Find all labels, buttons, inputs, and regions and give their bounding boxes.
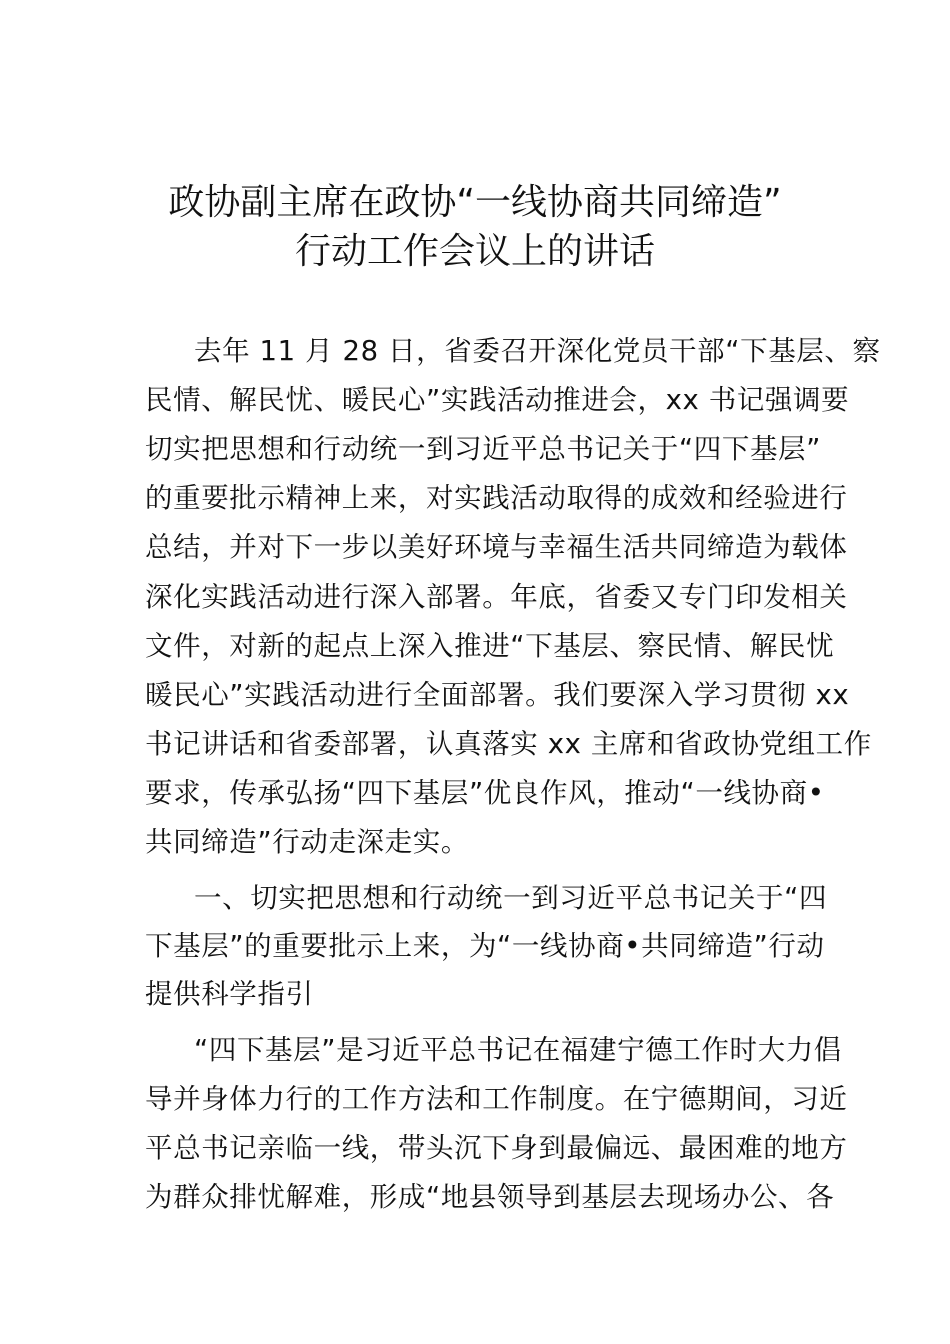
paragraph-1-line-3: 切实把思想和行动统一到习近平总书记关于“四下基层” — [145, 433, 821, 465]
paragraph-1-line-11: 共同缔造”行动走深走实。 — [145, 826, 469, 858]
paragraph-1-line-1: 去年 11 月 28 日，省委召开深化党员干部“下基层、察 — [194, 335, 881, 367]
paragraph-1-line-6: 深化实践活动进行深入部署。年底，省委又专门印发相关 — [145, 581, 848, 613]
document-title-line-2: 行动工作会议上的讲话 — [294, 231, 655, 272]
paragraph-2-line-4: 为群众排忧解难，形成“地县领导到基层去现场办公、各 — [145, 1181, 835, 1213]
document-title-line-1: 政协副主席在政协“一线协商共同缔造” — [168, 182, 782, 223]
paragraph-1-line-2: 民情、解民忧、暖民心”实践活动推进会，xx 书记强调要 — [145, 384, 850, 416]
paragraph-2-line-2: 导并身体力行的工作方法和工作制度。在宁德期间，习近 — [145, 1083, 848, 1115]
paragraph-2-line-3: 平总书记亲临一线，带头沉下身到最偏远、最困难的地方 — [145, 1132, 848, 1164]
paragraph-1-line-7: 文件，对新的起点上深入推进“下基层、察民情、解民忧 — [145, 630, 835, 662]
section-heading-1-line-3: 提供科学指引 — [145, 978, 314, 1010]
paragraph-1-line-9: 书记讲话和省委部署，认真落实 xx 主席和省政协党组工作 — [145, 728, 872, 760]
section-heading-1-line-2: 下基层”的重要批示上来，为“一线协商•共同缔造”行动 — [145, 930, 825, 962]
paragraph-1-line-8: 暖民心”实践活动进行全面部署。我们要深入学习贯彻 xx — [145, 679, 850, 711]
paragraph-2-line-1: “四下基层”是习近平总书记在福建宁德工作时大力倡 — [194, 1034, 842, 1066]
paragraph-1-line-10: 要求，传承弘扬“四下基层”优良作风，推动“一线协商• — [145, 777, 825, 809]
section-heading-1-line-1: 一、切实把思想和行动统一到习近平总书记关于“四 — [194, 882, 828, 914]
paragraph-1-line-5: 总结，并对下一步以美好环境与幸福生活共同缔造为载体 — [145, 531, 848, 563]
paragraph-1-line-4: 的重要批示精神上来，对实践活动取得的成效和经验进行 — [145, 482, 848, 514]
